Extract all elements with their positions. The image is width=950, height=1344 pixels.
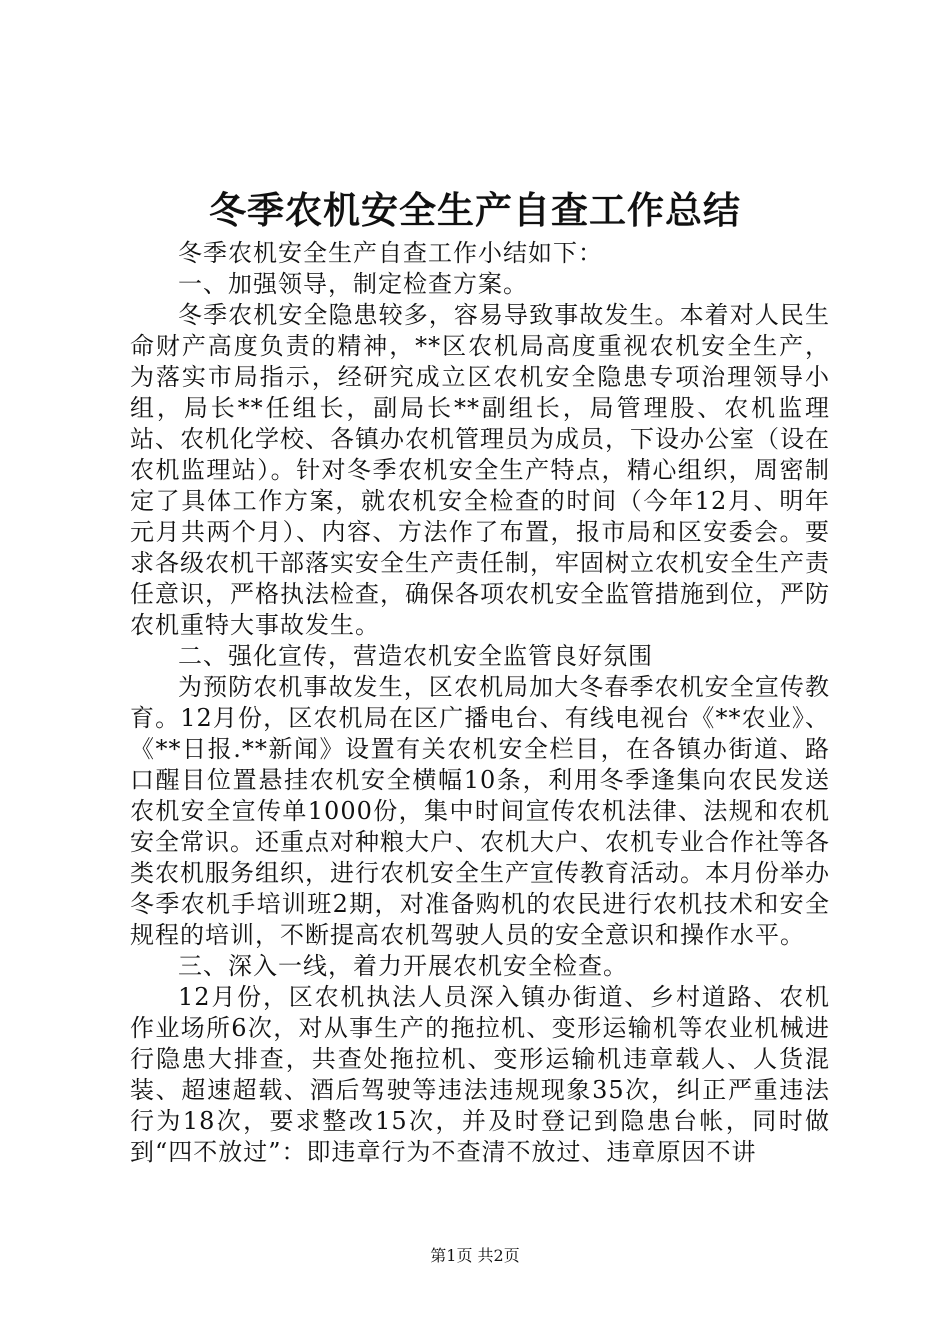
document-body: [130, 238, 830, 1168]
intro-paragraph: 冬季农机安全生产自查工作小结如下：: [178, 239, 603, 267]
document-title: 冬季农机安全生产自查工作总结: [209, 188, 741, 232]
section-3-paragraph: 12月份，区农机执法人员深入镇办街道、乡村道路、农机作业场所6次，对从事生产的拖拉机、变形运输机等农业机械进行隐患大排查，共查处拖拉机、变形运输机违章载人、人货混装、超速超载、酒后驾驶等违法违规现象35次，纠正严重违法行为18次，要求整改15次，并及时登记到隐患台帐，同时做到“四不放过”：即违章行为不查清不放过、违章原因不讲: [130, 983, 830, 1166]
page-number-footer: 第1页 共2页: [430, 1246, 520, 1265]
section-heading-3: 三、深入一线，着力开展农机安全检查。: [178, 952, 628, 980]
section-1-paragraph: 冬季农机安全隐患较多，容易导致事故发生。本着对人民生命财产高度负责的精神，**区农机局高度重视农机安全生产，为落实市局指示，经研究成立区农机安全隐患专项治理领导小组，局长**任组长，副局长**副组长，局管理股、农机监理站、农机化学校、各镇办农机管理员为成员，下设办公室（设在农机监理站）。针对冬季农机安全生产特点，精心组织，周密制定了具体工作方案，就农机安全检查的时间（今年12月、明年元月共两个月）、内容、方法作了布置，报市局和区安委会。要求各级农机干部落实安全生产责任制，牢固树立农机安全生产责任意识，严格执法检查，确保各项农机安全监管措施到位，严防农机重特大事故发生。: [130, 301, 830, 639]
section-heading-1: 一、加强领导，制定检查方案。: [178, 270, 528, 298]
section-2-paragraph: 为预防农机事故发生，区农机局加大冬春季农机安全宣传教育。12月份，区农机局在区广播电台、有线电视台《**农业》、《**日报.**新闻》设置有关农机安全栏目，在各镇办街道、路口醒目位置悬挂农机安全横幅10条，利用冬季逢集向农民发送农机安全宣传单1000份，集中时间宣传农机法律、法规和农机安全常识。还重点对种粮大户、农机大户、农机专业合作社等各类农机服务组织，进行农机安全生产宣传教育活动。本月份举办冬季农机手培训班2期，对准备购机的农民进行农机技术和安全规程的培训，不断提高农机驾驶人员的安全意识和操作水平。: [130, 673, 830, 949]
section-heading-2: 二、强化宣传，营造农机安全监管良好氛围: [178, 642, 653, 670]
